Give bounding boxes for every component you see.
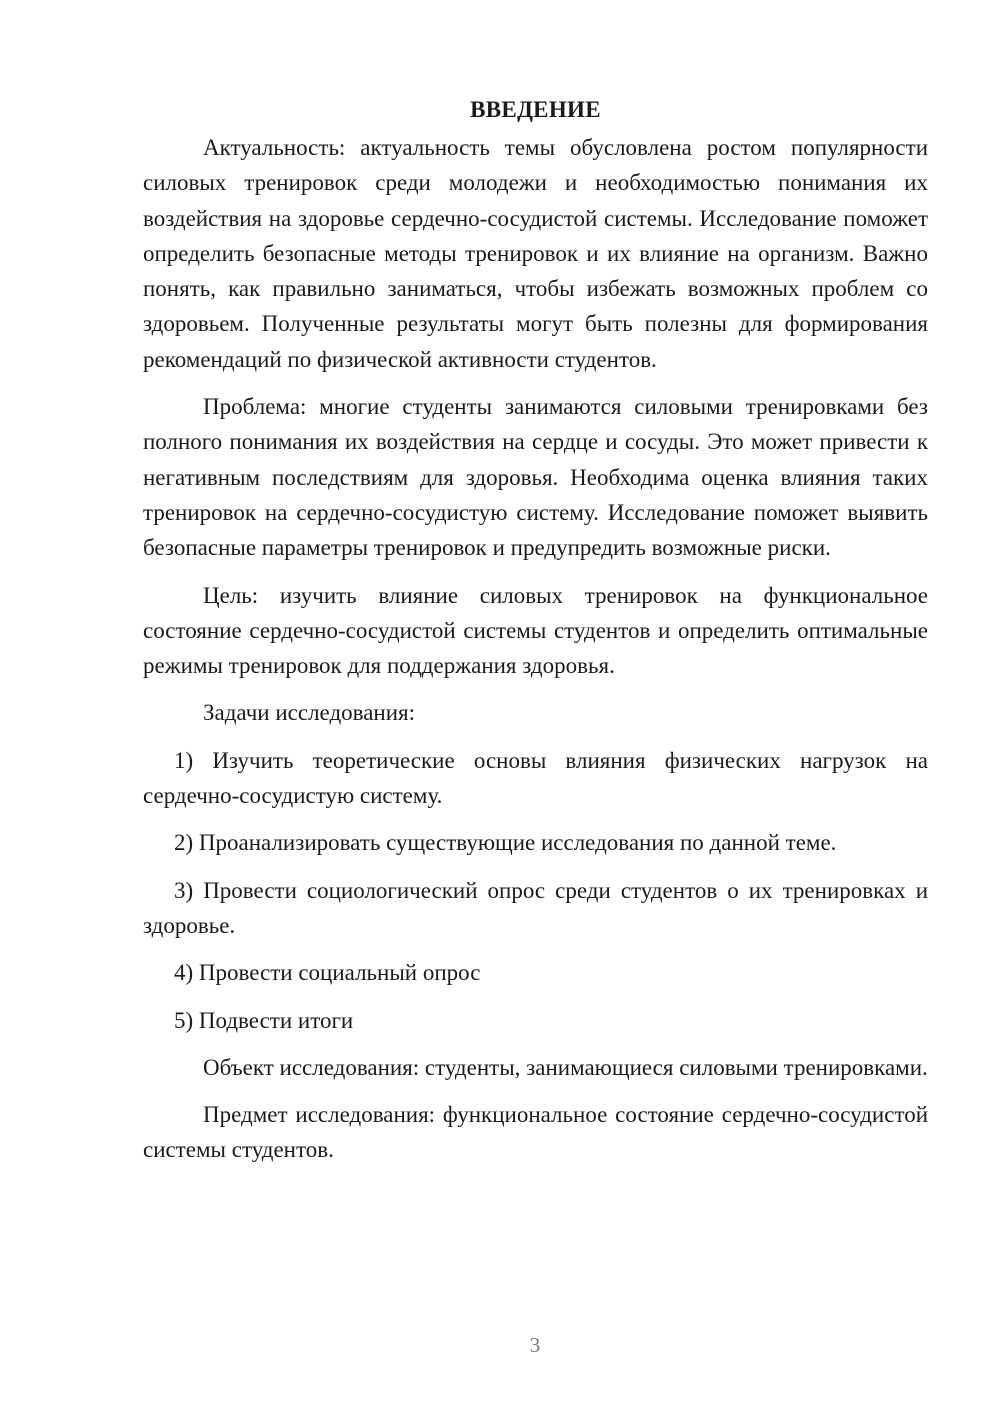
tasks-heading: Задачи исследования:	[203, 700, 416, 726]
task-item-5: 5) Подвести итоги	[174, 1007, 354, 1033]
task-item-4: 4) Провести социальный опрос	[174, 960, 481, 986]
paragraph-relevance: Актуальность: актуальность темы обусловлена ростом популярности силовых тренировок среди молодежи и необходимостью понимания их воздействия на здоровье сердечно-сосудистой системы. Исследование поможет определить безопасные методы тренировок и их влияние на организм. Важно понять, как правильно заниматься, чтобы избежать возможных проблем со здоровьем. Полученные результаты могут быть полезны для формирования рекомендаций по физической активности студентов.	[143, 135, 928, 372]
task-item-2: 2) Проанализировать существующие исследования по данной теме.	[174, 830, 837, 856]
document-page	[143, 95, 928, 1180]
page-number: 3	[529, 1333, 541, 1357]
section-title: ВВЕДЕНИЕ	[470, 97, 601, 122]
paragraph-goal: Цель: изучить влияние силовых тренировок на функциональное состояние сердечно-сосудистой системы студентов и определить оптимальные режимы тренировок для поддержания здоровья.	[143, 582, 928, 679]
paragraph-problem: Проблема: многие студенты занимаются силовыми тренировками без полного понимания их воздействия на сердце и сосуды. Это может привести к негативным последствиям для здоровья. Необходима оценка влияния таких тренировок на сердечно-сосудистую систему. Исследование поможет выявить безопасные параметры тренировок и предупредить возможные риски.	[143, 394, 928, 561]
task-item-1: 1) Изучить теоретические основы влияния физических нагрузок на сердечно-сосудистую систему.	[143, 747, 928, 809]
paragraph-object: Объект исследования: студенты, занимающиеся силовыми тренировками.	[203, 1054, 928, 1080]
task-item-3: 3) Провести социологический опрос среди студентов о их тренировках и здоровье.	[143, 877, 928, 938]
paragraph-subject: Предмет исследования: функциональное состояние сердечно-сосудистой системы студентов.	[143, 1102, 928, 1163]
